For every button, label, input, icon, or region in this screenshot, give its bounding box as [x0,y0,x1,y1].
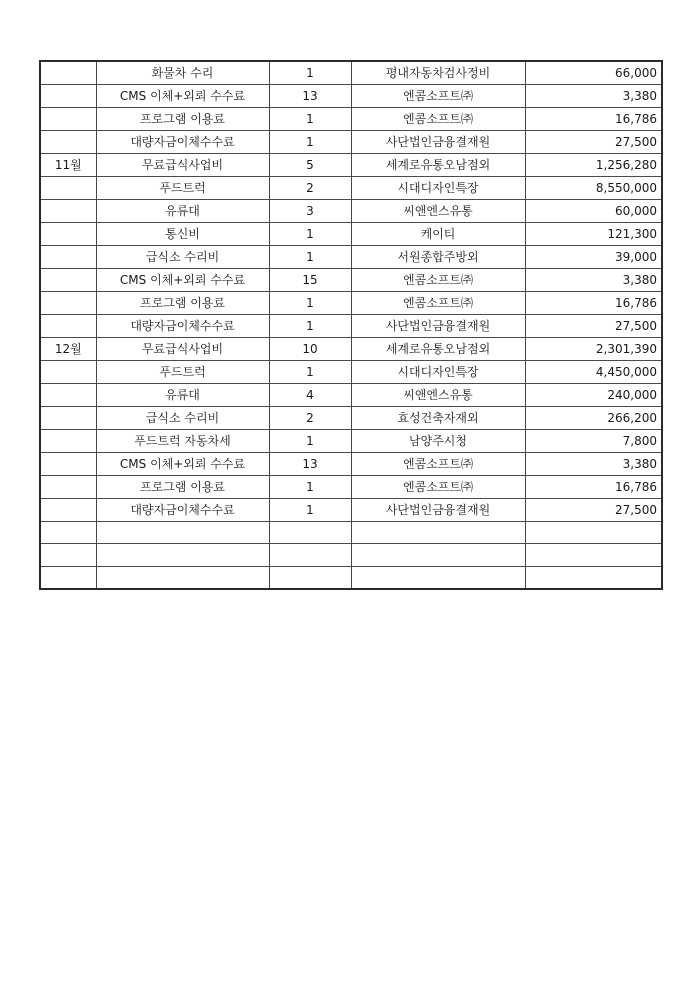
item-cell [96,522,269,544]
count-cell: 4 [269,384,351,407]
amount-cell: 66,000 [525,61,662,85]
item-cell: 대량자금이체수수료 [96,499,269,522]
vendor-cell [351,544,525,566]
item-cell: 유류대 [96,200,269,223]
vendor-cell: 시대디자인특장 [351,361,525,384]
month-cell [40,544,96,566]
count-cell: 1 [269,61,351,85]
amount-cell: 16,786 [525,476,662,499]
month-cell [40,384,96,407]
count-cell: 1 [269,292,351,315]
month-cell: 11월 [40,154,96,177]
item-cell: CMS 이체+외뢰 수수료 [96,85,269,108]
vendor-cell [351,566,525,588]
table-row [40,407,662,430]
item-cell: 통신비 [96,223,269,246]
count-cell: 5 [269,154,351,177]
vendor-cell: 엔콤소프트㈜ [351,453,525,476]
item-cell: CMS 이체+외뢰 수수료 [96,269,269,292]
item-cell: 푸드트럭 [96,361,269,384]
vendor-cell: 케이티 [351,223,525,246]
count-cell [269,522,351,544]
count-cell: 1 [269,108,351,131]
table-row [40,499,662,522]
table-row [40,154,662,177]
table-row [40,338,662,361]
vendor-cell [351,522,525,544]
expense-table-body [40,61,662,589]
item-cell: 프로그램 이용료 [96,292,269,315]
table-row [40,246,662,269]
item-cell: 급식소 수리비 [96,407,269,430]
expense-ledger [39,60,663,590]
amount-cell [525,522,662,544]
month-cell [40,200,96,223]
amount-cell: 27,500 [525,315,662,338]
month-cell [40,430,96,453]
month-cell [40,453,96,476]
amount-cell: 3,380 [525,453,662,476]
table-row [40,361,662,384]
month-cell [40,476,96,499]
month-cell [40,407,96,430]
expense-table [39,60,663,590]
vendor-cell: 씨앤엔스유통 [351,384,525,407]
table-row [40,177,662,200]
vendor-cell: 효성건축자재외 [351,407,525,430]
table-row [40,223,662,246]
item-cell: 푸드트럭 자동차세 [96,430,269,453]
table-row [40,108,662,131]
vendor-cell: 사단법인금융결재원 [351,315,525,338]
count-cell: 1 [269,499,351,522]
amount-cell: 266,200 [525,407,662,430]
month-cell [40,246,96,269]
month-cell [40,223,96,246]
amount-cell: 240,000 [525,384,662,407]
month-cell [40,292,96,315]
count-cell: 1 [269,430,351,453]
count-cell: 1 [269,223,351,246]
vendor-cell: 세계로유통오남점외 [351,338,525,361]
amount-cell: 60,000 [525,200,662,223]
table-row [40,85,662,108]
vendor-cell: 엔콤소프트㈜ [351,108,525,131]
item-cell: 푸드트럭 [96,177,269,200]
amount-cell: 27,500 [525,499,662,522]
item-cell: 프로그램 이용료 [96,108,269,131]
amount-cell: 7,800 [525,430,662,453]
amount-cell: 3,380 [525,85,662,108]
count-cell [269,544,351,566]
amount-cell: 1,256,280 [525,154,662,177]
amount-cell: 16,786 [525,108,662,131]
count-cell: 13 [269,85,351,108]
table-row [40,476,662,499]
count-cell: 1 [269,246,351,269]
vendor-cell: 서원종합주방외 [351,246,525,269]
month-cell [40,566,96,588]
vendor-cell: 평내자동차검사정비 [351,61,525,85]
table-row [40,269,662,292]
vendor-cell: 엔콤소프트㈜ [351,85,525,108]
count-cell: 13 [269,453,351,476]
item-cell: 대량자금이체수수료 [96,131,269,154]
vendor-cell: 세계로유통오남점외 [351,154,525,177]
amount-cell: 3,380 [525,269,662,292]
count-cell: 15 [269,269,351,292]
vendor-cell: 사단법인금융결재원 [351,131,525,154]
month-cell: 12월 [40,338,96,361]
count-cell: 1 [269,476,351,499]
month-cell [40,361,96,384]
table-row [40,566,662,588]
table-row [40,315,662,338]
month-cell [40,315,96,338]
item-cell: 무료급식사업비 [96,154,269,177]
month-cell [40,522,96,544]
item-cell: 프로그램 이용료 [96,476,269,499]
table-row [40,544,662,566]
month-cell [40,499,96,522]
count-cell [269,566,351,588]
vendor-cell: 엔콤소프트㈜ [351,476,525,499]
table-row [40,292,662,315]
item-cell [96,544,269,566]
count-cell: 1 [269,315,351,338]
month-cell [40,61,96,85]
item-cell [96,566,269,588]
item-cell: 대량자금이체수수료 [96,315,269,338]
count-cell: 1 [269,131,351,154]
vendor-cell: 엔콤소프트㈜ [351,292,525,315]
month-cell [40,85,96,108]
count-cell: 2 [269,177,351,200]
amount-cell: 121,300 [525,223,662,246]
amount-cell: 4,450,000 [525,361,662,384]
amount-cell: 2,301,390 [525,338,662,361]
table-row [40,384,662,407]
count-cell: 1 [269,361,351,384]
vendor-cell: 엔콤소프트㈜ [351,269,525,292]
amount-cell: 39,000 [525,246,662,269]
item-cell: 무료급식사업비 [96,338,269,361]
table-row [40,453,662,476]
table-row [40,200,662,223]
count-cell: 2 [269,407,351,430]
month-cell [40,131,96,154]
month-cell [40,108,96,131]
table-row [40,430,662,453]
vendor-cell: 남양주시청 [351,430,525,453]
amount-cell: 16,786 [525,292,662,315]
count-cell: 10 [269,338,351,361]
item-cell: 화물차 수리 [96,61,269,85]
amount-cell [525,566,662,588]
vendor-cell: 사단법인금융결재원 [351,499,525,522]
item-cell: 급식소 수리비 [96,246,269,269]
month-cell [40,269,96,292]
amount-cell: 8,550,000 [525,177,662,200]
vendor-cell: 시대디자인특장 [351,177,525,200]
amount-cell [525,544,662,566]
table-row [40,131,662,154]
item-cell: CMS 이체+외뢰 수수료 [96,453,269,476]
month-cell [40,177,96,200]
table-row [40,61,662,85]
vendor-cell: 씨앤엔스유통 [351,200,525,223]
table-row [40,522,662,544]
item-cell: 유류대 [96,384,269,407]
amount-cell: 27,500 [525,131,662,154]
count-cell: 3 [269,200,351,223]
